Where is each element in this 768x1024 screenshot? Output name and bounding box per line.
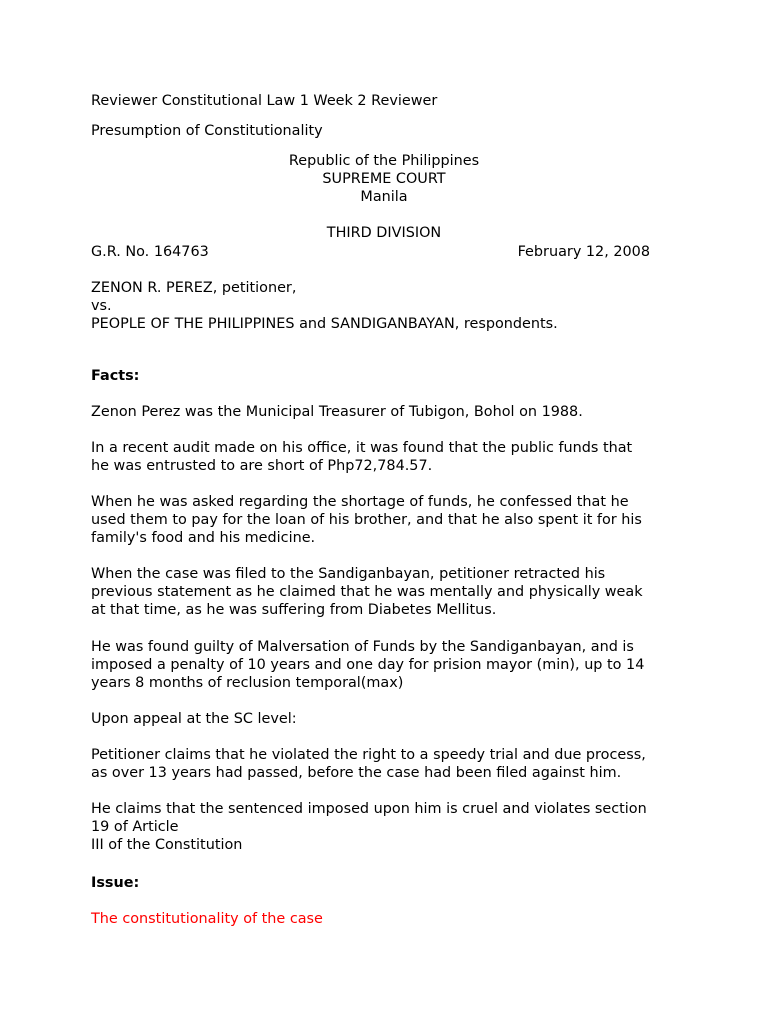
- facts-paragraph-line: at that time, as he was suffering from Diabetes Mellitus.: [91, 602, 497, 618]
- court-name: SUPREME COURT: [322, 171, 446, 187]
- facts-paragraph-line: Zenon Perez was the Municipal Treasurer of Tubigon, Bohol on 1988.: [91, 404, 583, 420]
- facts-paragraph-line: he was entrusted to are short of Php72,784.57.: [91, 458, 433, 474]
- facts-paragraph-line: When the case was filed to the Sandiganbayan, petitioner retracted his: [91, 566, 606, 582]
- facts-paragraph-line: years 8 months of reclusion temporal(max): [91, 675, 404, 691]
- facts-paragraph-line: III of the Constitution: [91, 837, 243, 853]
- facts-paragraph-line: used them to pay for the loan of his brother, and that he also spent it for his: [91, 512, 642, 528]
- document-title: Reviewer Constitutional Law 1 Week 2 Reviewer: [91, 93, 438, 109]
- facts-paragraph-line: Upon appeal at the SC level:: [91, 711, 297, 727]
- facts-paragraph-line: 19 of Article: [91, 819, 179, 835]
- facts-paragraph-line: He claims that the sentenced imposed upon him is cruel and violates section: [91, 801, 647, 817]
- issue-text: The constitutionality of the case: [91, 911, 323, 927]
- case-respondents: PEOPLE OF THE PHILIPPINES and SANDIGANBAYAN, respondents.: [91, 316, 558, 332]
- issue-heading: Issue:: [91, 875, 140, 891]
- facts-paragraph-line: as over 13 years had passed, before the case had been filed against him.: [91, 765, 622, 781]
- facts-paragraph-line: When he was asked regarding the shortage of funds, he confessed that he: [91, 494, 629, 510]
- court-division: THIRD DIVISION: [326, 225, 442, 241]
- facts-paragraph-line: In a recent audit made on his office, it was found that the public funds that: [91, 440, 633, 456]
- facts-paragraph-line: family's food and his medicine.: [91, 530, 316, 546]
- topic-heading: Presumption of Constitutionality: [91, 123, 323, 139]
- court-republic: Republic of the Philippines: [288, 153, 480, 169]
- facts-paragraph-line: Petitioner claims that he violated the right to a speedy trial and due process,: [91, 747, 646, 763]
- facts-paragraph-line: imposed a penalty of 10 years and one day for prision mayor (min), up to 14: [91, 657, 645, 673]
- facts-heading: Facts:: [91, 368, 140, 384]
- facts-paragraph-line: previous statement as he claimed that he was mentally and physically weak: [91, 584, 643, 600]
- case-number: G.R. No. 164763: [91, 244, 209, 260]
- case-versus: vs.: [91, 298, 112, 314]
- court-city: Manila: [360, 189, 408, 205]
- case-petitioner: ZENON R. PEREZ, petitioner,: [91, 280, 297, 296]
- case-date: February 12, 2008: [517, 244, 650, 260]
- facts-paragraph-line: He was found guilty of Malversation of Funds by the Sandiganbayan, and is: [91, 639, 634, 655]
